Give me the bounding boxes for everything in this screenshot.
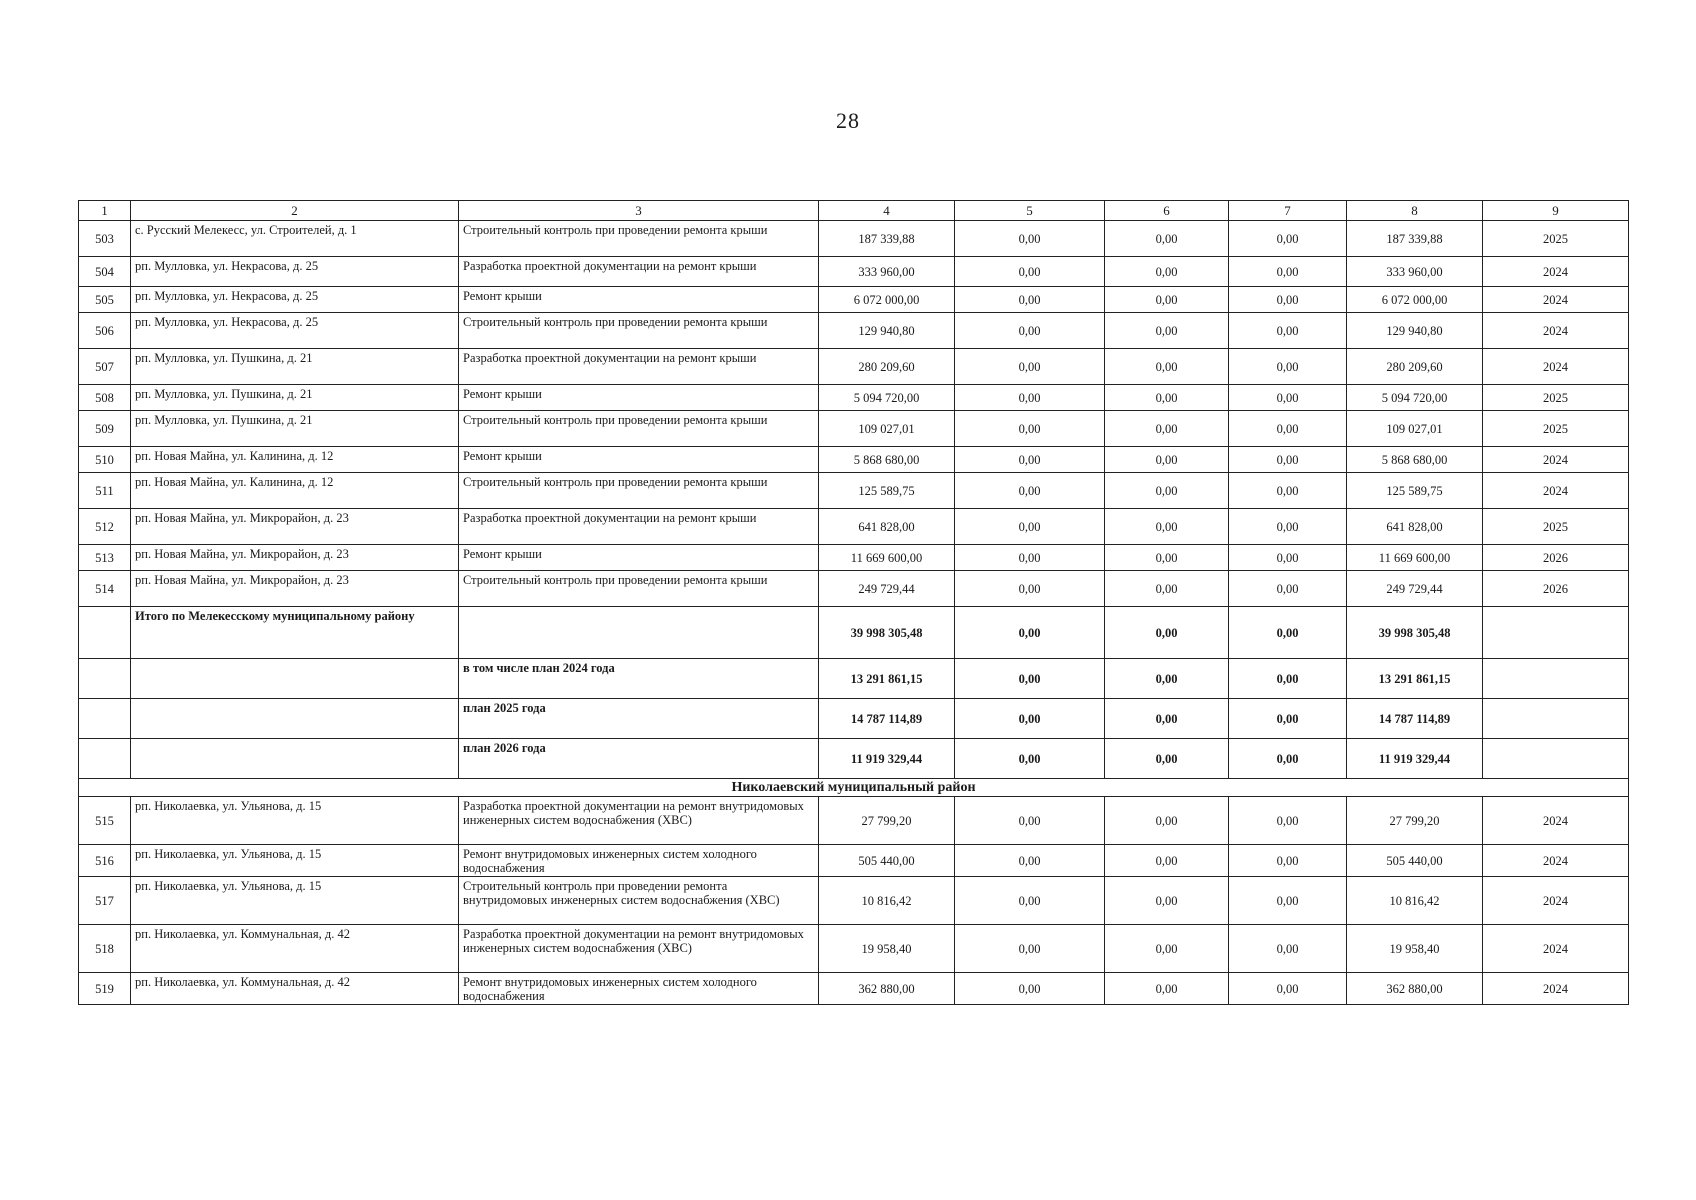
- year-cell: 2025: [1483, 221, 1629, 257]
- local-budget-cell: 0,00: [1229, 607, 1347, 659]
- empty-cell: [1483, 607, 1629, 659]
- table-row: [79, 221, 1629, 257]
- year-cell: 2024: [1483, 925, 1629, 973]
- local-budget-cell: 0,00: [1229, 545, 1347, 571]
- row-number: 503: [79, 221, 131, 257]
- table-row: [79, 447, 1629, 473]
- address-cell: рп. Николаевка, ул. Коммунальная, д. 42: [131, 925, 459, 973]
- work-type-cell: Разработка проектной документации на ремонт крыши: [459, 257, 819, 287]
- owners-funds-cell: 39 998 305,48: [1347, 607, 1483, 659]
- fund-cell: 0,00: [955, 447, 1105, 473]
- year-cell: 2025: [1483, 385, 1629, 411]
- table-row: [79, 877, 1629, 925]
- owners-funds-cell: 362 880,00: [1347, 973, 1483, 1005]
- column-number: 6: [1105, 201, 1229, 221]
- owners-funds-cell: 5 094 720,00: [1347, 385, 1483, 411]
- budget-cell: 0,00: [1105, 385, 1229, 411]
- totals-group: [79, 607, 1629, 779]
- budget-cell: 0,00: [1105, 287, 1229, 313]
- row-number: 505: [79, 287, 131, 313]
- column-number: 8: [1347, 201, 1483, 221]
- column-number: 7: [1229, 201, 1347, 221]
- page-number: 28: [836, 108, 860, 133]
- work-type-cell: Ремонт крыши: [459, 545, 819, 571]
- work-type-cell: Разработка проектной документации на ремонт крыши: [459, 509, 819, 545]
- table-row: [79, 385, 1629, 411]
- local-budget-cell: 0,00: [1229, 509, 1347, 545]
- work-type-cell: Ремонт крыши: [459, 287, 819, 313]
- total-cost-cell: 10 816,42: [819, 877, 955, 925]
- local-budget-cell: 0,00: [1229, 797, 1347, 845]
- address-cell: рп. Николаевка, ул. Ульянова, д. 15: [131, 845, 459, 877]
- total-cost-cell: 14 787 114,89: [819, 699, 955, 739]
- fund-cell: 0,00: [955, 473, 1105, 509]
- total-cost-cell: 187 339,88: [819, 221, 955, 257]
- row-number: 513: [79, 545, 131, 571]
- local-budget-cell: 0,00: [1229, 925, 1347, 973]
- row-number: 504: [79, 257, 131, 287]
- budget-cell: 0,00: [1105, 845, 1229, 877]
- fund-cell: 0,00: [955, 659, 1105, 699]
- table-row: [79, 973, 1629, 1005]
- empty-cell: [131, 659, 459, 699]
- year-cell: 2026: [1483, 571, 1629, 607]
- fund-cell: 0,00: [955, 973, 1105, 1005]
- owners-funds-cell: 280 209,60: [1347, 349, 1483, 385]
- local-budget-cell: 0,00: [1229, 659, 1347, 699]
- year-cell: 2024: [1483, 313, 1629, 349]
- budget-cell: 0,00: [1105, 607, 1229, 659]
- budget-cell: 0,00: [1105, 545, 1229, 571]
- row-number: 512: [79, 509, 131, 545]
- table-row: [79, 797, 1629, 845]
- work-type-cell: Ремонт внутридомовых инженерных систем холодного водоснабжения: [459, 845, 819, 877]
- work-type-cell: Строительный контроль при проведении ремонта внутридомовых инженерных систем водоснабжения (ХВС): [459, 877, 819, 925]
- table-row: [79, 257, 1629, 287]
- row-number: 508: [79, 385, 131, 411]
- address-cell: рп. Новая Майна, ул. Микрорайон, д. 23: [131, 571, 459, 607]
- subtotal-row: [79, 659, 1629, 699]
- total-cost-cell: 13 291 861,15: [819, 659, 955, 699]
- address-cell: рп. Николаевка, ул. Ульянова, д. 15: [131, 877, 459, 925]
- subtotal-label: план 2025 года: [459, 699, 819, 739]
- year-cell: 2024: [1483, 287, 1629, 313]
- column-number: 2: [131, 201, 459, 221]
- column-number: 9: [1483, 201, 1629, 221]
- total-cost-cell: 5 094 720,00: [819, 385, 955, 411]
- empty-cell: [131, 739, 459, 779]
- year-cell: 2024: [1483, 877, 1629, 925]
- total-label: Итого по Мелекесскому муниципальному району: [131, 607, 459, 659]
- budget-cell: 0,00: [1105, 221, 1229, 257]
- table-row: [79, 925, 1629, 973]
- table-row: [79, 509, 1629, 545]
- address-cell: рп. Новая Майна, ул. Калинина, д. 12: [131, 447, 459, 473]
- fund-cell: 0,00: [955, 925, 1105, 973]
- budget-cell: 0,00: [1105, 699, 1229, 739]
- empty-cell: [1483, 739, 1629, 779]
- fund-cell: 0,00: [955, 509, 1105, 545]
- owners-funds-cell: 11 669 600,00: [1347, 545, 1483, 571]
- row-number: 519: [79, 973, 131, 1005]
- address-cell: рп. Мулловка, ул. Пушкина, д. 21: [131, 385, 459, 411]
- budget-cell: 0,00: [1105, 797, 1229, 845]
- local-budget-cell: 0,00: [1229, 257, 1347, 287]
- budget-cell: 0,00: [1105, 447, 1229, 473]
- total-cost-cell: 249 729,44: [819, 571, 955, 607]
- fund-cell: 0,00: [955, 699, 1105, 739]
- owners-funds-cell: 11 919 329,44: [1347, 739, 1483, 779]
- work-type-cell: Строительный контроль при проведении ремонта крыши: [459, 571, 819, 607]
- year-cell: 2024: [1483, 797, 1629, 845]
- address-cell: рп. Николаевка, ул. Ульянова, д. 15: [131, 797, 459, 845]
- budget-cell: 0,00: [1105, 739, 1229, 779]
- local-budget-cell: 0,00: [1229, 845, 1347, 877]
- row-number: 507: [79, 349, 131, 385]
- fund-cell: 0,00: [955, 287, 1105, 313]
- local-budget-cell: 0,00: [1229, 287, 1347, 313]
- column-number: 3: [459, 201, 819, 221]
- local-budget-cell: 0,00: [1229, 739, 1347, 779]
- work-type-cell: Разработка проектной документации на ремонт крыши: [459, 349, 819, 385]
- year-cell: 2025: [1483, 411, 1629, 447]
- total-cost-cell: 362 880,00: [819, 973, 955, 1005]
- row-number: 516: [79, 845, 131, 877]
- total-row: [79, 607, 1629, 659]
- owners-funds-cell: 5 868 680,00: [1347, 447, 1483, 473]
- fund-cell: 0,00: [955, 739, 1105, 779]
- owners-funds-cell: 505 440,00: [1347, 845, 1483, 877]
- address-cell: рп. Мулловка, ул. Пушкина, д. 21: [131, 349, 459, 385]
- section-title: Николаевский муниципальный район: [79, 779, 1629, 797]
- empty-cell: [1483, 699, 1629, 739]
- local-budget-cell: 0,00: [1229, 411, 1347, 447]
- budget-cell: 0,00: [1105, 925, 1229, 973]
- fund-cell: 0,00: [955, 845, 1105, 877]
- owners-funds-cell: 10 816,42: [1347, 877, 1483, 925]
- row-number: 511: [79, 473, 131, 509]
- year-cell: 2026: [1483, 545, 1629, 571]
- fund-cell: 0,00: [955, 411, 1105, 447]
- table-row: [79, 411, 1629, 447]
- address-cell: рп. Новая Майна, ул. Микрорайон, д. 23: [131, 545, 459, 571]
- local-budget-cell: 0,00: [1229, 571, 1347, 607]
- year-cell: 2024: [1483, 349, 1629, 385]
- total-cost-cell: 505 440,00: [819, 845, 955, 877]
- total-cost-cell: 6 072 000,00: [819, 287, 955, 313]
- total-cost-cell: 27 799,20: [819, 797, 955, 845]
- fund-cell: 0,00: [955, 571, 1105, 607]
- address-cell: с. Русский Мелекесс, ул. Строителей, д. 1: [131, 221, 459, 257]
- local-budget-cell: 0,00: [1229, 699, 1347, 739]
- empty-cell: [79, 659, 131, 699]
- owners-funds-cell: 19 958,40: [1347, 925, 1483, 973]
- year-cell: 2024: [1483, 473, 1629, 509]
- total-cost-cell: 109 027,01: [819, 411, 955, 447]
- year-cell: 2025: [1483, 509, 1629, 545]
- work-type-cell: Строительный контроль при проведении ремонта крыши: [459, 313, 819, 349]
- fund-cell: 0,00: [955, 797, 1105, 845]
- total-cost-cell: 129 940,80: [819, 313, 955, 349]
- subtotal-label: план 2026 года: [459, 739, 819, 779]
- budget-cell: 0,00: [1105, 509, 1229, 545]
- year-cell: 2024: [1483, 845, 1629, 877]
- budget-cell: 0,00: [1105, 473, 1229, 509]
- owners-funds-cell: 125 589,75: [1347, 473, 1483, 509]
- address-cell: рп. Николаевка, ул. Коммунальная, д. 42: [131, 973, 459, 1005]
- owners-funds-cell: 6 072 000,00: [1347, 287, 1483, 313]
- subtotal-row: [79, 699, 1629, 739]
- address-cell: рп. Новая Майна, ул. Микрорайон, д. 23: [131, 509, 459, 545]
- local-budget-cell: 0,00: [1229, 473, 1347, 509]
- total-cost-cell: 125 589,75: [819, 473, 955, 509]
- owners-funds-cell: 27 799,20: [1347, 797, 1483, 845]
- owners-funds-cell: 109 027,01: [1347, 411, 1483, 447]
- local-budget-cell: 0,00: [1229, 877, 1347, 925]
- budget-cell: 0,00: [1105, 571, 1229, 607]
- work-type-cell: Ремонт крыши: [459, 447, 819, 473]
- address-cell: рп. Мулловка, ул. Пушкина, д. 21: [131, 411, 459, 447]
- work-type-cell: Строительный контроль при проведении ремонта крыши: [459, 473, 819, 509]
- fund-cell: 0,00: [955, 545, 1105, 571]
- fund-cell: 0,00: [955, 877, 1105, 925]
- work-type-cell: Ремонт крыши: [459, 385, 819, 411]
- total-cost-cell: 5 868 680,00: [819, 447, 955, 473]
- fund-cell: 0,00: [955, 257, 1105, 287]
- address-cell: рп. Новая Майна, ул. Калинина, д. 12: [131, 473, 459, 509]
- row-number: 517: [79, 877, 131, 925]
- table-row: [79, 473, 1629, 509]
- total-cost-cell: 333 960,00: [819, 257, 955, 287]
- table-row: [79, 287, 1629, 313]
- owners-funds-cell: 249 729,44: [1347, 571, 1483, 607]
- total-cost-cell: 11 669 600,00: [819, 545, 955, 571]
- total-cost-cell: 19 958,40: [819, 925, 955, 973]
- table-row: [79, 349, 1629, 385]
- owners-funds-cell: 129 940,80: [1347, 313, 1483, 349]
- budget-cell: 0,00: [1105, 349, 1229, 385]
- empty-cell: [131, 699, 459, 739]
- subtotal-label: в том числе план 2024 года: [459, 659, 819, 699]
- budget-cell: 0,00: [1105, 257, 1229, 287]
- column-number: 5: [955, 201, 1105, 221]
- local-budget-cell: 0,00: [1229, 447, 1347, 473]
- section-row: [79, 779, 1629, 797]
- local-budget-cell: 0,00: [1229, 221, 1347, 257]
- row-number: 510: [79, 447, 131, 473]
- fund-cell: 0,00: [955, 385, 1105, 411]
- column-number-row: [79, 201, 1629, 221]
- address-cell: рп. Мулловка, ул. Некрасова, д. 25: [131, 257, 459, 287]
- column-number: 4: [819, 201, 955, 221]
- owners-funds-cell: 333 960,00: [1347, 257, 1483, 287]
- work-type-cell: Строительный контроль при проведении ремонта крыши: [459, 411, 819, 447]
- table-row: [79, 845, 1629, 877]
- rows-group-b: [79, 797, 1629, 1005]
- owners-funds-cell: 187 339,88: [1347, 221, 1483, 257]
- total-cost-cell: 280 209,60: [819, 349, 955, 385]
- budget-cell: 0,00: [1105, 313, 1229, 349]
- year-cell: 2024: [1483, 973, 1629, 1005]
- work-type-cell: Строительный контроль при проведении ремонта крыши: [459, 221, 819, 257]
- fund-cell: 0,00: [955, 313, 1105, 349]
- total-cost-cell: 11 919 329,44: [819, 739, 955, 779]
- address-cell: рп. Мулловка, ул. Некрасова, д. 25: [131, 313, 459, 349]
- row-number: 515: [79, 797, 131, 845]
- table-row: [79, 313, 1629, 349]
- local-budget-cell: 0,00: [1229, 973, 1347, 1005]
- fund-cell: 0,00: [955, 349, 1105, 385]
- column-number: 1: [79, 201, 131, 221]
- empty-cell: [79, 739, 131, 779]
- program-table: [78, 200, 1629, 1005]
- rows-group-a: [79, 221, 1629, 607]
- fund-cell: 0,00: [955, 607, 1105, 659]
- fund-cell: 0,00: [955, 221, 1105, 257]
- empty-cell: [1483, 659, 1629, 699]
- budget-cell: 0,00: [1105, 877, 1229, 925]
- owners-funds-cell: 14 787 114,89: [1347, 699, 1483, 739]
- work-type-cell: Разработка проектной документации на ремонт внутридомовых инженерных систем водоснабжения (ХВС): [459, 925, 819, 973]
- total-cost-cell: 39 998 305,48: [819, 607, 955, 659]
- work-type-cell: Разработка проектной документации на ремонт внутридомовых инженерных систем водоснабжения (ХВС): [459, 797, 819, 845]
- table-row: [79, 571, 1629, 607]
- owners-funds-cell: 13 291 861,15: [1347, 659, 1483, 699]
- year-cell: 2024: [1483, 257, 1629, 287]
- row-number: 514: [79, 571, 131, 607]
- empty-cell: [459, 607, 819, 659]
- row-number: 518: [79, 925, 131, 973]
- table-row: [79, 545, 1629, 571]
- local-budget-cell: 0,00: [1229, 349, 1347, 385]
- year-cell: 2024: [1483, 447, 1629, 473]
- local-budget-cell: 0,00: [1229, 385, 1347, 411]
- owners-funds-cell: 641 828,00: [1347, 509, 1483, 545]
- row-number: 506: [79, 313, 131, 349]
- empty-cell: [79, 699, 131, 739]
- row-number: 509: [79, 411, 131, 447]
- empty-cell: [79, 607, 131, 659]
- total-cost-cell: 641 828,00: [819, 509, 955, 545]
- work-type-cell: Ремонт внутридомовых инженерных систем холодного водоснабжения: [459, 973, 819, 1005]
- budget-cell: 0,00: [1105, 973, 1229, 1005]
- local-budget-cell: 0,00: [1229, 313, 1347, 349]
- subtotal-row: [79, 739, 1629, 779]
- budget-cell: 0,00: [1105, 411, 1229, 447]
- address-cell: рп. Мулловка, ул. Некрасова, д. 25: [131, 287, 459, 313]
- budget-cell: 0,00: [1105, 659, 1229, 699]
